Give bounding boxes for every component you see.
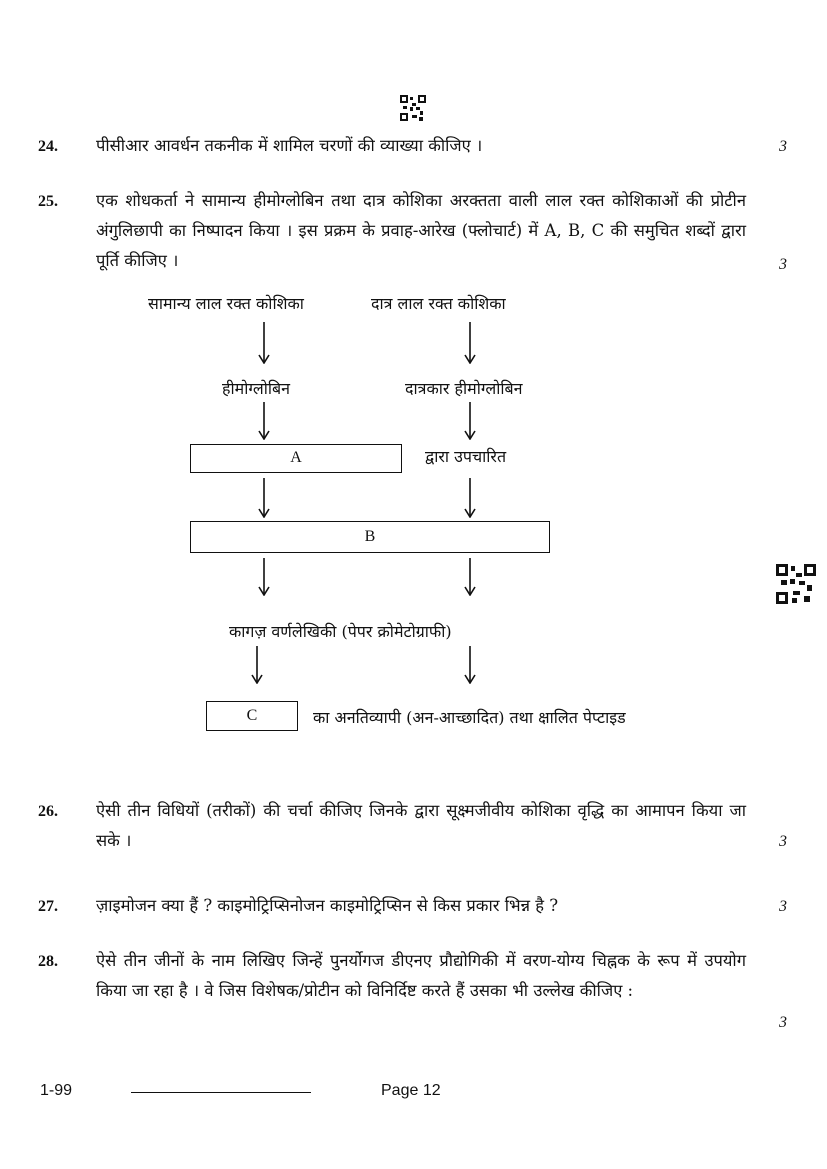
arrow-down-icon [463, 402, 477, 440]
arrow-down-icon [257, 402, 271, 440]
marks-24: 3 [779, 138, 787, 155]
question-text-25: एक शोधकर्ता ने सामान्य हीमोग्लोबिन तथा दात्र कोशिका अरक्तता वाली लाल रक्त कोशिकाओं की प्रोटीन अंगुलिछापी का निष्पादन किया । इस प्रक्रम के प्रवाह-आरेख (फ्लोचार्ट) में A, B, C की समुचित शब्दों द्वारा पूर्ति कीजिए । [96, 191, 746, 270]
marks-28: 3 [779, 1014, 787, 1031]
arrow-down-icon [463, 478, 477, 518]
flowchart-sickle-rbc: दात्र लाल रक्त कोशिका [371, 294, 506, 313]
qr-code-side [776, 564, 816, 604]
arrow-down-icon [463, 558, 477, 596]
question-number-25: 25. [38, 193, 58, 210]
flowchart-box-c: C [206, 701, 298, 731]
question-text-24: पीसीआर आवर्धन तकनीक में शामिल चरणों की व्याख्या कीजिए । [96, 136, 483, 155]
flowchart-normal-rbc: सामान्य लाल रक्त कोशिका [148, 294, 304, 313]
arrow-down-icon [257, 558, 271, 596]
flowchart-hemoglobin: हीमोग्लोबिन [222, 379, 291, 398]
question-text-28: ऐसे तीन जीनों के नाम लिखिए जिन्हें पुनर्योगज डीएनए प्रौद्योगिकी में वरण-योग्य चिह्नक के रूप में उपयोग किया जा रहा है । वे जिस विशेषक/प्रोटीन को विनिर्दिष्ट करते हैं उसका भी उल्लेख कीजिए : [96, 951, 746, 1000]
marks-26: 3 [779, 833, 787, 850]
footer-divider [131, 1092, 311, 1093]
flowchart-box-a: A [190, 444, 402, 473]
arrow-down-icon [257, 322, 271, 364]
arrow-down-icon [463, 646, 477, 684]
page-number: Page 12 [381, 1082, 441, 1099]
question-text-27: ज़ाइमोजन क्या हैं ? काइमोट्रिप्सिनोजन काइमोट्रिप्सिन से किस प्रकार भिन्न है ? [96, 896, 559, 915]
flowchart-box-b: B [190, 521, 550, 553]
flowchart-treated-by: द्वारा उपचारित [425, 447, 507, 466]
marks-25: 3 [779, 256, 787, 273]
flowchart-peptides: का अनतिव्यापी (अन-आच्छादित) तथा क्षालित पेप्टाइड [313, 708, 626, 727]
question-number-28: 28. [38, 953, 58, 970]
question-number-27: 27. [38, 898, 58, 915]
flowchart-sickle-hemoglobin: दात्रकार हीमोग्लोबिन [405, 379, 523, 398]
arrow-down-icon [250, 646, 264, 684]
marks-27: 3 [779, 898, 787, 915]
qr-code-top [400, 95, 426, 121]
paper-code: 1-99 [40, 1082, 73, 1099]
arrow-down-icon [463, 322, 477, 364]
question-text-26: ऐसी तीन विधियों (तरीकों) की चर्चा कीजिए जिनके द्वारा सूक्ष्मजीवीय कोशिका वृद्धि का आमापन किया जा सके । [96, 801, 746, 850]
flowchart-paper-chromatography: कागज़ वर्णलेखिकी (पेपर क्रोमेटोग्राफी) [229, 622, 452, 641]
question-number-26: 26. [38, 803, 58, 820]
question-number-24: 24. [38, 138, 58, 155]
arrow-down-icon [257, 478, 271, 518]
